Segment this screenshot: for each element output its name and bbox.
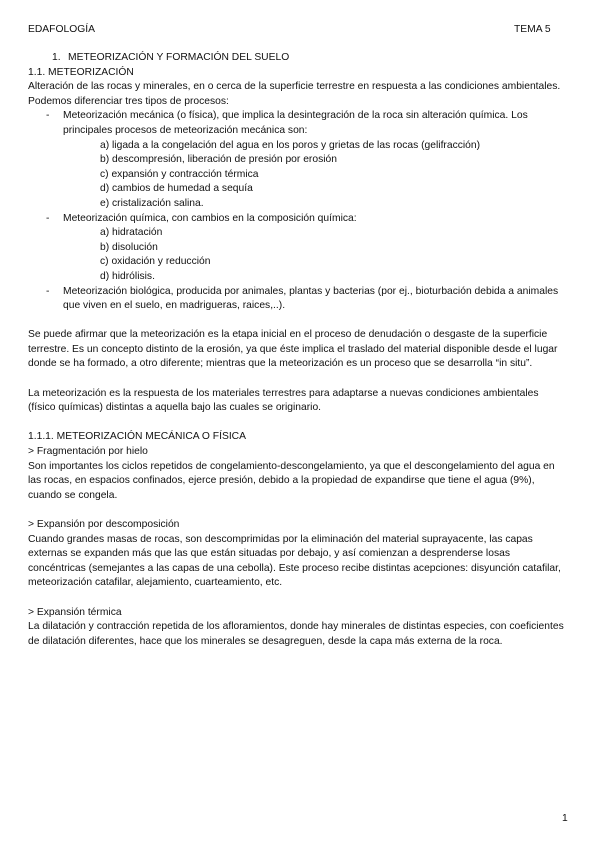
process-text: Meteorización química, con cambios en la composición química:: [63, 212, 357, 224]
spacer: [28, 314, 568, 329]
topic-heading-descomposicion: > Expansión por descomposición: [28, 519, 180, 530]
intro-paragraph: Alteración de las rocas y minerales, en o cerca de la superficie terrestre en respuesta a las condiciones ambientales. Podemos diferenciar tres tipos de procesos:: [28, 81, 561, 107]
chemical-subprocess-list: [63, 226, 568, 284]
process-item-biological: [28, 285, 568, 314]
list-item: c) expansión y contracción térmica: [100, 168, 259, 180]
paragraph-denudacion: Se puede afirmar que la meteorización es la etapa inicial en el proceso de denudación o desgaste de la superficie terrestre. Es un concepto distinto de la erosión, ya que éste implica el traslado del material disponible desde el lugar donde se ha formado, a otro diferente; mientras que la meteorización es un proceso que se desarrolla “in situ”.: [28, 329, 558, 370]
paragraph-respuesta: La meteorización es la respuesta de los materiales terrestres para adaptarse a nuevas condiciones ambientales (físico químicas) distintas a aquella bajo las cuales se originario.: [28, 387, 539, 414]
subsection-heading-1-1-1: 1.1.1. METEORIZACIÓN MECÁNICA O FÍSICA: [28, 431, 246, 443]
process-text: Meteorización biológica, producida por animales, plantas y bacterias (por ej., bioturbación debida a animales que viven en el suelo, en madrigueras, raices,..).: [63, 285, 559, 312]
process-list: [28, 109, 568, 313]
section-title: [28, 51, 568, 66]
list-item: d) cambios de humedad a sequía: [100, 183, 253, 195]
header-topic: TEMA 5: [514, 24, 551, 35]
section-number: 1.: [52, 52, 61, 63]
mechanical-subprocess-list: [63, 139, 568, 212]
dash-bullet: -: [46, 285, 50, 297]
topic-body-hielo: Son importantes los ciclos repetidos de congelamiento-descongelamiento, ya que el descongelamiento del agua en las rocas, en espacios confinados, ejerce presión, debido a la propiedad de expandirse que tiene el agua (9%), cuando se congela.: [28, 460, 555, 501]
spacer: [28, 591, 568, 606]
process-item-mechanical: [28, 109, 568, 211]
list-item: a) hidratación: [100, 227, 163, 239]
topic-heading-termica: > Expansión térmica: [28, 606, 122, 618]
list-item: d) hidrólisis.: [100, 270, 155, 282]
subsection-heading-1-1: 1.1. METEORIZACIÓN: [28, 66, 134, 78]
list-item: e) cristalización salina.: [100, 197, 204, 209]
document-body: [28, 51, 568, 649]
process-item-chemical: [28, 212, 568, 285]
list-item: c) oxidación y reducción: [100, 256, 211, 268]
page-number: 1: [562, 813, 568, 824]
dash-bullet: -: [46, 212, 50, 224]
topic-body-termica: La dilatación y contracción repetida de los afloramientos, donde hay minerales de distintas especies, con coeficientes de dilatación diferentes, hace que los minerales se desagreguen, desde la capa más externa de la roca.: [28, 621, 564, 647]
spacer: [28, 503, 568, 518]
spacer: [28, 416, 568, 431]
list-item: b) descompresión, liberación de presión por erosión: [100, 154, 337, 166]
dash-bullet: -: [46, 110, 50, 122]
topic-body-descomposicion: Cuando grandes masas de rocas, son descomprimidas por la eliminación del material suprayacente, las capas externas se expanden más que las que están situadas por debajo, y así comienzan a desprenderse losas concéntricas (semejantes a las capas de una cebolla). Este proceso recibe distintas acepciones: disyunción catafilar, meteorización catafilar, alejamiento, cuarteamiento, etc.: [28, 533, 561, 589]
topic-heading-hielo: > Fragmentación por hielo: [28, 446, 148, 458]
process-text: Meteorización mecánica (o física), que implica la desintegración de la roca sin alteración química. Los principales procesos de meteorización mecánica son:: [63, 110, 528, 136]
list-item: a) ligada a la congelación del agua en los poros y grietas de las rocas (gelifracción): [100, 139, 481, 151]
spacer: [28, 372, 568, 387]
list-item: b) disolución: [100, 241, 158, 253]
header-subject: EDAFOLOGÍA: [28, 24, 95, 35]
section-title-text: METEORIZACIÓN Y FORMACIÓN DEL SUELO: [68, 52, 290, 63]
